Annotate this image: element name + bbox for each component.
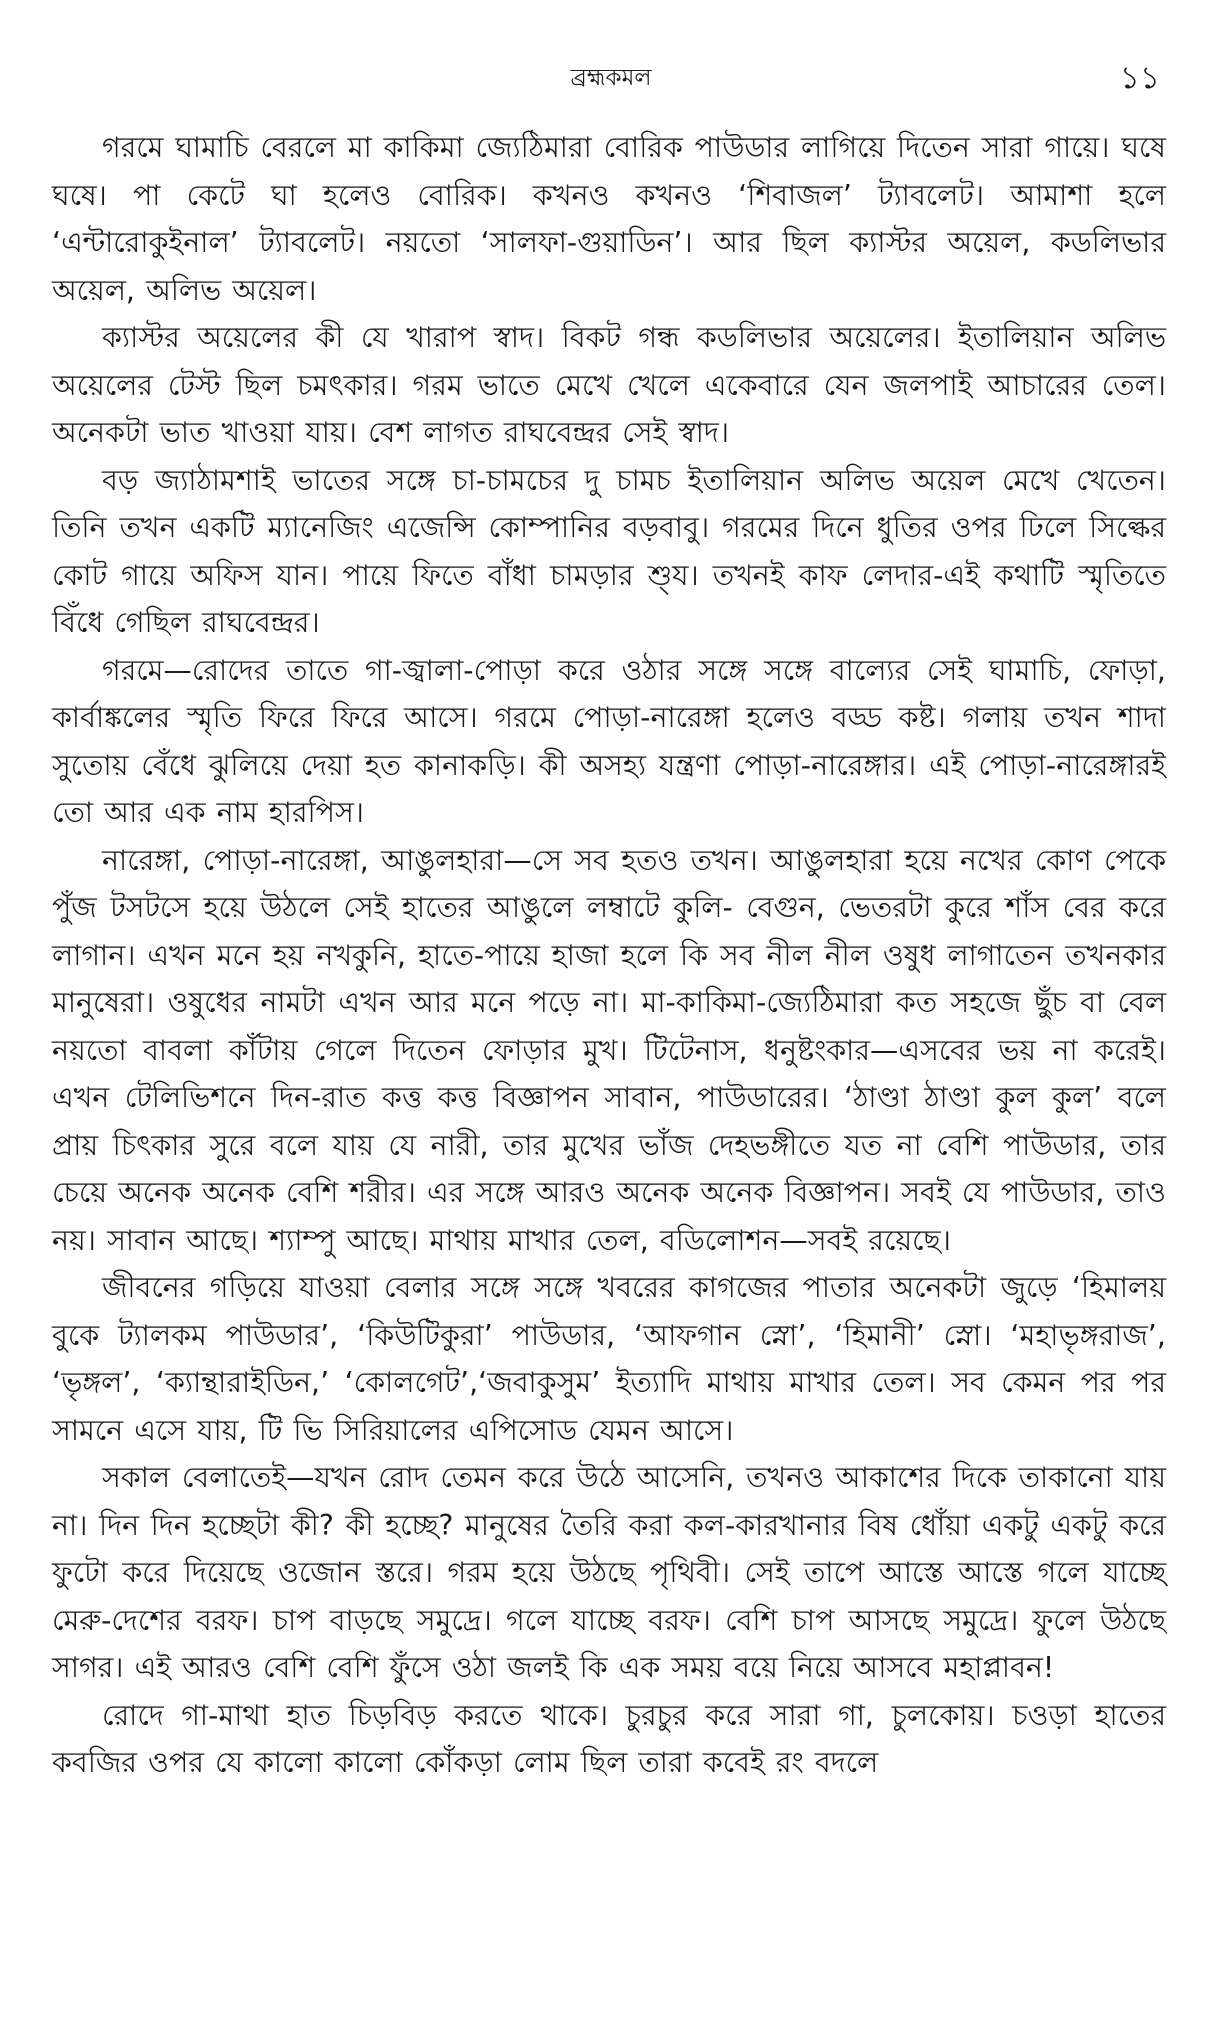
paragraph-2: ক্যাস্টর অয়েলের কী যে খারাপ স্বাদ। বিকট গন্ধ কডলিভার অয়েলের। ইতালিয়ান অলিভ অয়েলের টেস্ট ছিল চমৎকার। গরম ভাতে মেখে খেলে একেবারে যেন জলপাই আচারের তেল। অনেকটা ভাত খাওয়া যায়। বেশ লাগত রাঘবেন্দ্রর সেই স্বাদ। — [52, 321, 1166, 449]
page-header — [52, 62, 1170, 110]
paragraph-4: গরমে—রোদের তাতে গা-জ্বালা-পোড়া করে ওঠার সঙ্গে সঙ্গে বাল্যের সেই ঘামাচি, ফোড়া, কার্বাঙ্কলের স্মৃতি ফিরে ফিরে আসে। গরমে পোড়া-নারেঙ্গা হলেও বড্ড কষ্ট। গলায় তখন শাদা সুতোয় বেঁধে ঝুলিয়ে দেয়া হত কানাকড়ি। কী অসহ্য যন্ত্রণা পোড়া-নারেঙ্গার। এই পোড়া-নারেঙ্গারই তো আর এক নাম হারপিস। — [52, 653, 1166, 829]
page-number: ১১ — [1119, 60, 1160, 96]
body-text — [52, 124, 1166, 1787]
paragraph-7: সকাল বেলাতেই—যখন রোদ তেমন করে উঠে আসেনি, তখনও আকাশের দিকে তাকানো যায় না। দিন দিন হচ্ছেটা কী? কী হচ্ছে? মানুষের তৈরি করা কল-কারখানার বিষ ধোঁয়া একটু একটু করে ফুটো করে দিয়েছে ওজোন স্তরে। গরম হয়ে উঠছে পৃথিবী। সেই তাপে আস্তে আস্তে গলে যাচ্ছে মেরু-দেশের বরফ। চাপ বাড়ছে সমুদ্রে। গলে যাচ্ছে বরফ। বেশি চাপ আসছে সমুদ্রে। ফুলে উঠছে সাগর। এই আরও বেশি বেশি ফুঁসে ওঠা জলই কি এক সময় বয়ে নিয়ে আসবে মহাপ্লাবন! — [52, 1461, 1166, 1684]
paragraph-6: জীবনের গড়িয়ে যাওয়া বেলার সঙ্গে সঙ্গে খবরের কাগজের পাতার অনেকটা জুড়ে ‘হিমালয় বুকে ট্যালকম পাউডার’, ‘কিউটিকুরা’ পাউডার, ‘আফগান স্নো’, ‘হিমানী’ স্নো। ‘মহাভৃঙ্গরাজ’, ‘ভৃঙ্গল’, ‘ক্যান্থারাইডিন,’ ‘কোলগেট’,‘জবাকুসুম’ ইত্যাদি মাথায় মাখার তেল। সব কেমন পর পর সামনে এসে যায়, টি ভি সিরিয়ালের এপিসোড যেমন আসে। — [52, 1271, 1166, 1447]
paragraph-5: নারেঙ্গা, পোড়া-নারেঙ্গা, আঙুলহারা—সে সব হতও তখন। আঙুলহারা হয়ে নখের কোণ পেকে পুঁজ টসটসে হয়ে উঠলে সেই হাতের আঙুলে লম্বাটে কুলি- বেগুন, ভেতরটা কুরে শাঁস বের করে লাগান। এখন মনে হয় নখকুনি, হাতে-পায়ে হাজা হলে কি সব নীল নীল ওষুধ লাগাতেন তখনকার মানুষেরা। ওষুধের নামটা এখন আর মনে পড়ে না। মা-কাকিমা-জ্যেঠিমারা কত সহজে ছুঁচ বা বেল নয়তো বাবলা কাঁটায় গেলে দিতেন ফোড়ার মুখ। টিটেনাস, ধনুষ্টংকার—এসবের ভয় না করেই। এখন টেলিভিশনে দিন-রাত কত্ত কত্ত বিজ্ঞাপন সাবান, পাউডারের। ‘ঠাণ্ডা ঠাণ্ডা কুল কুল’ বলে প্রায় চিৎকার সুরে বলে যায় যে নারী, তার মুখের ভাঁজ দেহভঙ্গীতে যত না বেশি পাউডার, তার চেয়ে অনেক অনেক বেশি শরীর। এর সঙ্গে আরও অনেক অনেক বিজ্ঞাপন। সবই যে পাউডার, তাও নয়। সাবান আছে। শ্যাম্পু আছে। মাথায় মাখার তেল, বডিলোশন—সবই রয়েছে। — [52, 843, 1166, 1257]
paragraph-1: গরমে ঘামাচি বেরলে মা কাকিমা জ্যেঠিমারা বোরিক পাউডার লাগিয়ে দিতেন সারা গায়ে। ঘষে ঘষে। পা কেটে ঘা হলেও বোরিক। কখনও কখনও ‘শিবাজল’ ট্যাবলেট। আমাশা হলে ‘এন্টারোকুইনাল’ ট্যাবলেট। নয়তো ‘সালফা-গুয়াডিন’। আর ছিল ক্যাস্টর অয়েল, কডলিভার অয়েল, অলিভ অয়েল। — [52, 131, 1166, 307]
paragraph-3: বড় জ্যাঠামশাই ভাতের সঙ্গে চা-চামচের দু চামচ ইতালিয়ান অলিভ অয়েল মেখে খেতেন। তিনি তখন একটি ম্যানেজিং এজেন্সি কোম্পানির বড়বাবু। গরমের দিনে ধুতির ওপর ঢিলে সিল্কের কোট গায়ে অফিস যান। পায়ে ফিতে বাঁধা চামড়ার শু্য। তখনই কাফ লেদার-এই কথাটি স্মৃতিতে বিঁধে গেছিল রাঘবেন্দ্রর। — [52, 463, 1166, 639]
running-title: ব্রহ্মকমল — [570, 65, 652, 91]
paragraph-8: রোদে গা-মাথা হাত চিড়বিড় করতে থাকে। চুরচুর করে সারা গা, চুলকোয়। চওড়া হাতের কবজির ওপর যে কালো কালো কোঁকড়া লোম ছিল তারা কবেই রং বদলে — [52, 1698, 1166, 1779]
